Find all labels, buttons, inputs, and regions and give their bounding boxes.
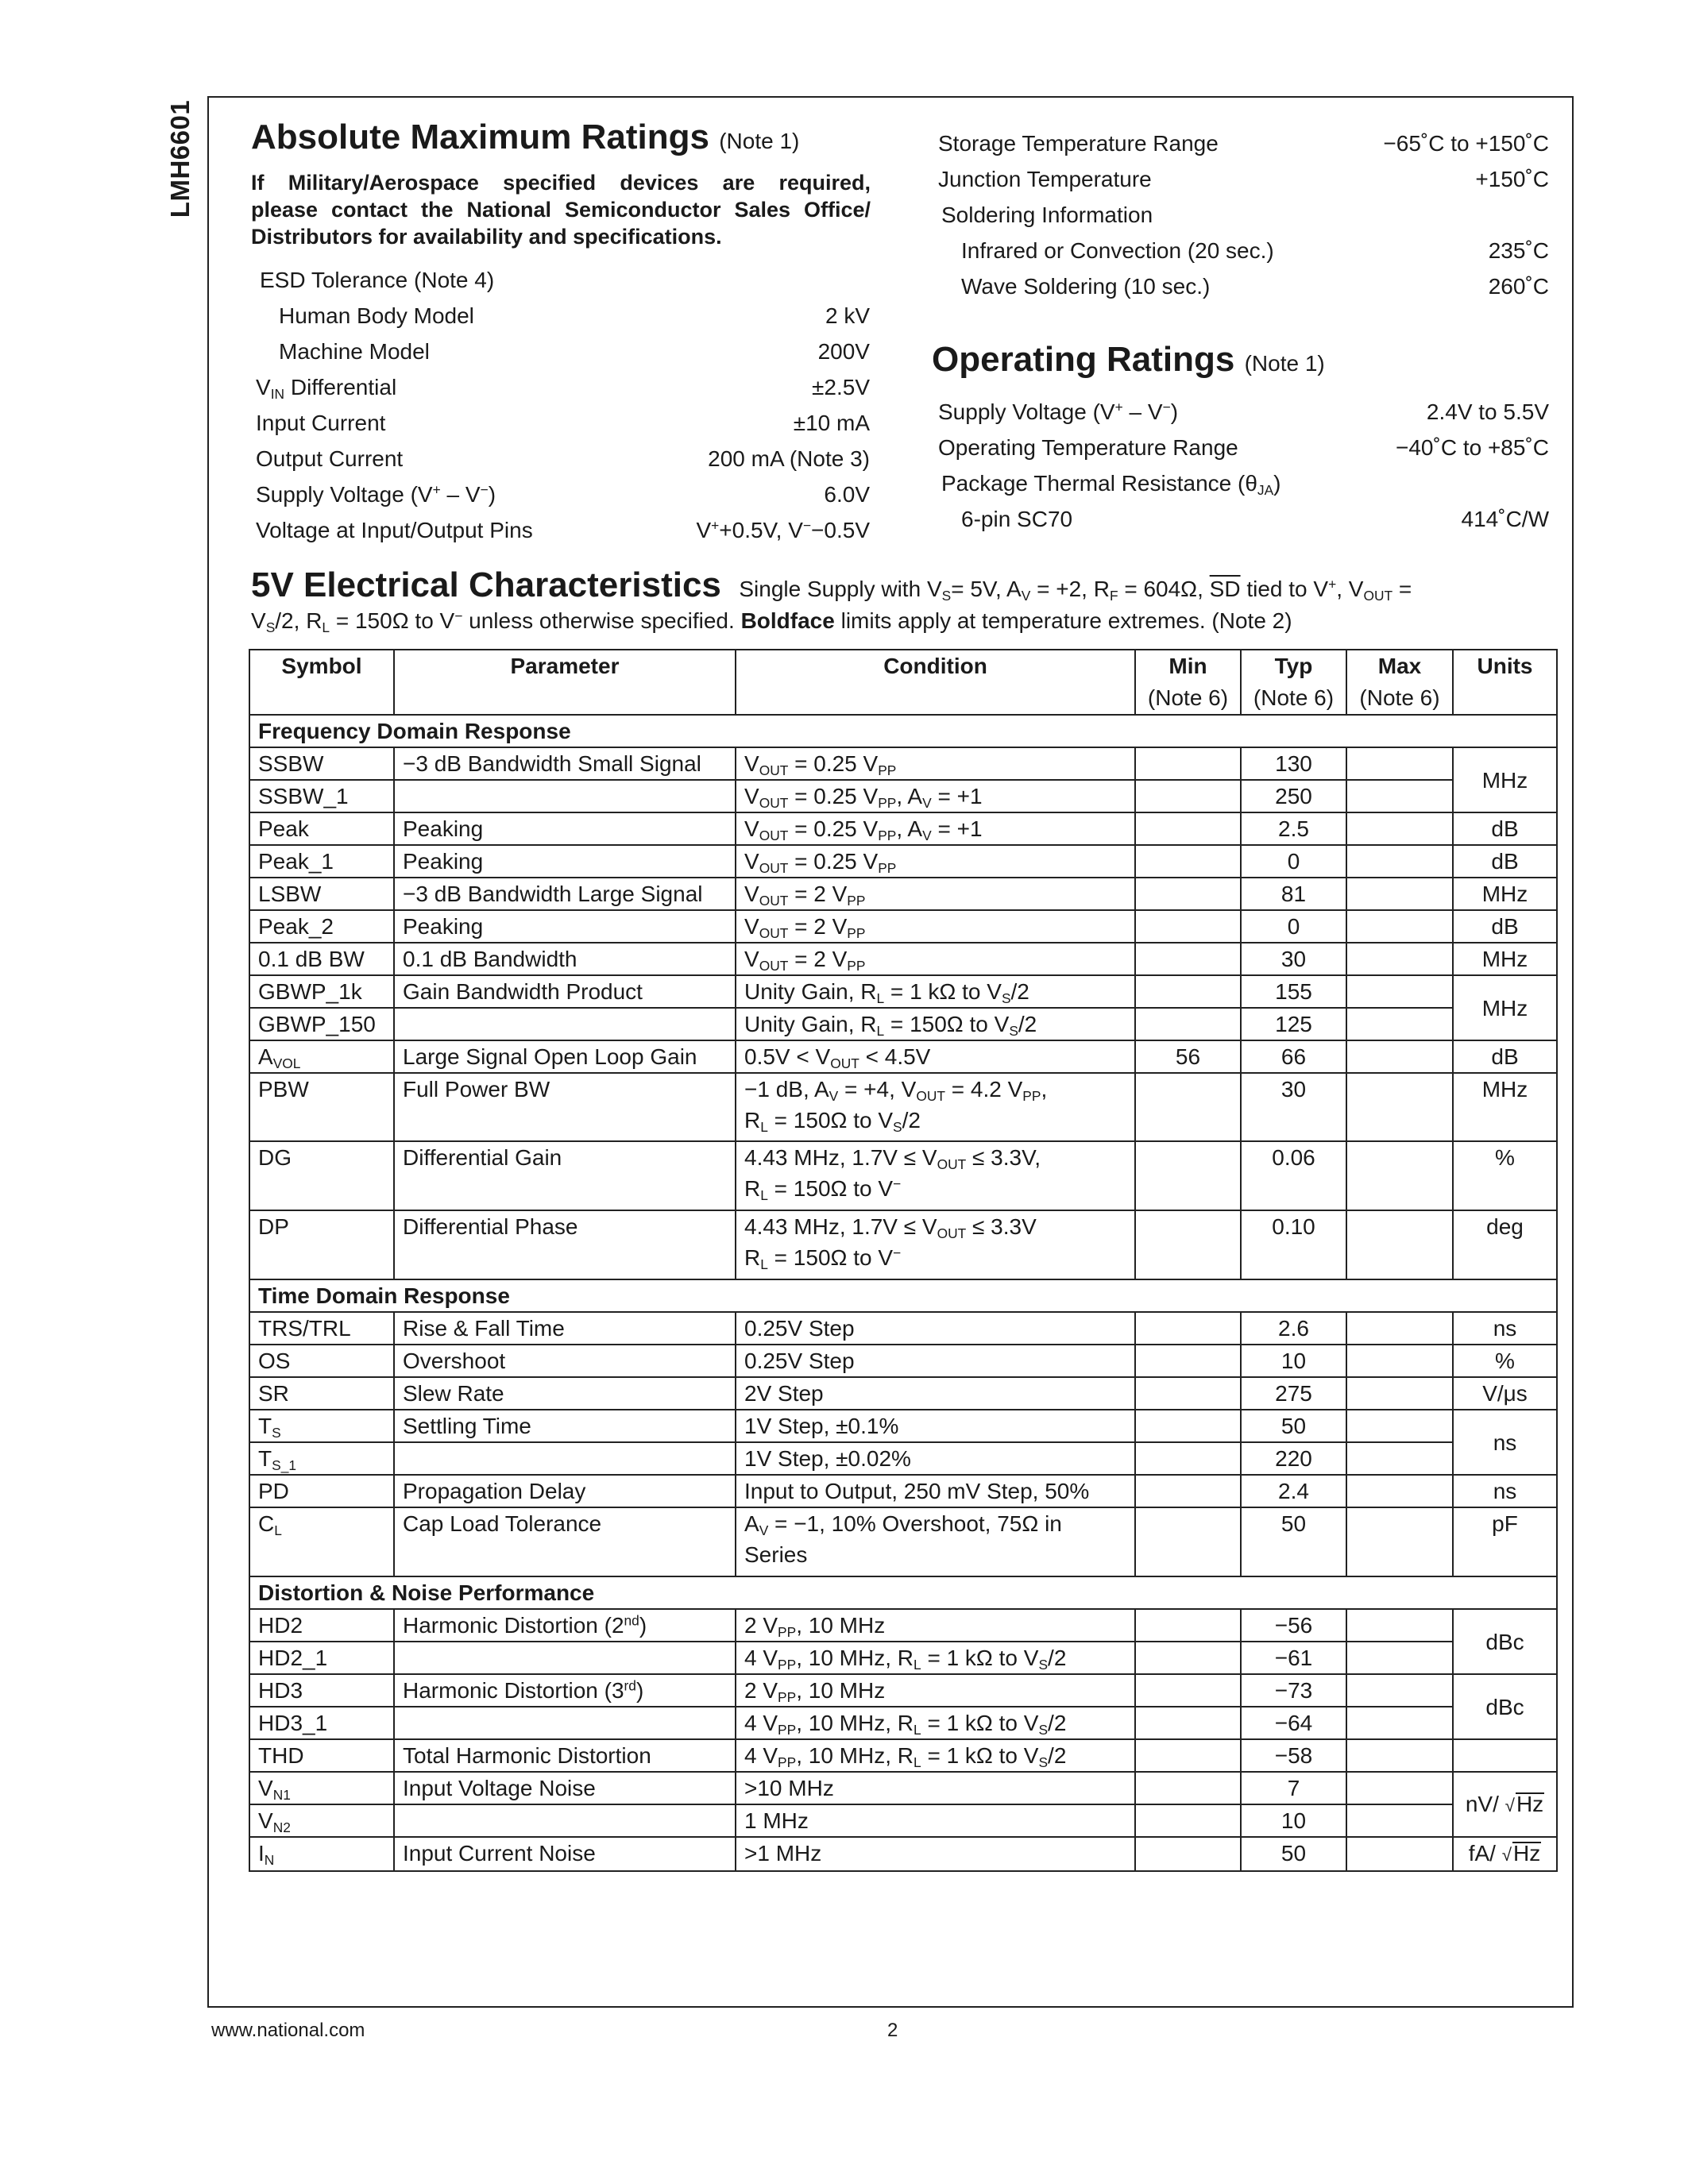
condition-cell: Unity Gain, $R_L = 150\Omega$ to $V_S/2$ [736,1008,1135,1040]
typ-cell: 220 [1241,1442,1346,1475]
condition-cell: 4.43 MHz, $1.7V \le V_{OUT} \le 3.3V$ $R_L = 150\Omega$ to V− [736,1210,1135,1279]
section-frequency: Frequency Domain Response [249,715,1557,747]
section-distortion: Distortion & Noise Performance [249,1576,1557,1609]
storage-temp-label: Storage Temperature Range [938,131,1219,156]
condition-cell: 4 $V_{PP}$, 10 MHz, $R_L = 1$ kΩ to $V_S/2$ [736,1642,1135,1674]
op-temp-label: Operating Temperature Range [938,435,1238,460]
parameter-cell: Overshoot [394,1345,736,1377]
typ-cell: 10 [1241,1345,1346,1377]
units-cell: MHz [1453,975,1557,1040]
parameter-cell: −3 dB Bandwidth Large Signal [394,878,736,910]
condition-cell: 2V Step [736,1377,1135,1410]
parameter-cell: Peaking [394,910,736,943]
units-cell: deg [1453,1210,1557,1279]
output-current-value: 200 mA (Note 3) [708,446,870,471]
sqrt-hz: Hz [1513,1841,1541,1866]
parameter-cell [394,1642,736,1674]
symbol-cell: DP [249,1210,394,1279]
min-cell [1135,1073,1241,1141]
esd-label: ESD Tolerance (Note 4) [260,268,495,292]
max-cell [1346,780,1453,812]
typ-cell: 250 [1241,780,1346,812]
table-header-row [249,650,1557,682]
op-supply-value: 2.4V to 5.5V [1426,399,1549,424]
typ-cell: 130 [1241,747,1346,780]
min-cell [1135,747,1241,780]
condition-cell: 4 $V_{PP}$, 10 MHz, $R_L = 1$ kΩ to $V_S/2$ [736,1707,1135,1739]
table-row [249,747,1557,780]
typ-cell: 0.10 [1241,1210,1346,1279]
hbm-value: 2 kV [825,303,870,328]
parameter-cell: Peaking [394,845,736,878]
min-cell [1135,878,1241,910]
parameter-cell: Full Power BW [394,1073,736,1141]
output-current-label: Output Current [256,446,404,471]
typ-cell: 10 [1241,1804,1346,1837]
condition-cell: $V_{OUT} = 0.25$ $V_{PP}$, $A_V = +1$ [736,812,1135,845]
table-row [249,1008,1557,1040]
condition-cell: 0.25V Step [736,1345,1135,1377]
min-cell [1135,1609,1241,1642]
typ-cell: 50 [1241,1410,1346,1442]
parameter-cell: −3 dB Bandwidth Small Signal [394,747,736,780]
section-row [249,1279,1557,1312]
symbol-cell: $V_{N2}$ [249,1804,394,1837]
units-cell: dB [1453,812,1557,845]
section-row [249,715,1557,747]
parameter-cell: Propagation Delay [394,1475,736,1507]
wave-value: 260˚C [1488,274,1549,299]
min-cell [1135,1008,1241,1040]
units-cell: dB [1453,845,1557,878]
parameter-cell: Slew Rate [394,1377,736,1410]
table-row [249,1707,1557,1739]
parameter-cell: Differential Gain [394,1141,736,1210]
parameter-cell [394,1804,736,1837]
header-min: Min [1135,650,1241,682]
table-row [249,878,1557,910]
units-cell: MHz [1453,747,1557,812]
ir-value: 235˚C [1488,238,1549,263]
symbol-cell: Peak_1 [249,845,394,878]
units-cell: dBc [1453,1674,1557,1739]
condition-cell: 1V Step, ±0.1% [736,1410,1135,1442]
units-cell: MHz [1453,1073,1557,1141]
units-cell: dB [1453,910,1557,943]
symbol-cell: $T_{S\_1}$ [249,1442,394,1475]
max-cell [1346,1837,1453,1871]
max-cell [1346,1739,1453,1772]
max-cell [1346,1609,1453,1642]
junction-temp-value: +150˚C [1475,167,1549,191]
condition-cell: $0.5V < V_{OUT} < 4.5V$ [736,1040,1135,1073]
parameter-cell: Large Signal Open Loop Gain [394,1040,736,1073]
table-row [249,1073,1557,1141]
mm-label: Machine Model [279,339,430,364]
typ-cell: −64 [1241,1707,1346,1739]
header-max-note: (Note 6) [1346,682,1453,715]
symbol-cell: $C_L$ [249,1507,394,1576]
min-cell [1135,1377,1241,1410]
units-cell: dBc [1453,1609,1557,1674]
parameter-cell: 0.1 dB Bandwidth [394,943,736,975]
parameter-cell: Input Voltage Noise [394,1772,736,1804]
condition-cell: $V_{OUT} = 0.25$ $V_{PP}$, $A_V = +1$ [736,780,1135,812]
military-note: If Military/Aerospace specified devices are required, please contact the National Semiconductor Sales Office/ Distributors for availability and specifications. [251,171,871,249]
ec-intro-line2: $V_S/2$, $R_L = 150\Omega$ to V− unless otherwise specified. Boldface limits apply at temperature extremes. (Note 2) [251,608,1292,635]
sc70-label: 6-pin SC70 [961,507,1073,531]
units-cell: % [1453,1345,1557,1377]
units-cell: fA/ √Hz [1453,1837,1557,1871]
min-cell [1135,1772,1241,1804]
symbol-cell: SSBW_1 [249,780,394,812]
max-cell [1346,1345,1453,1377]
min-cell [1135,845,1241,878]
symbol-cell: DG [249,1141,394,1210]
table-row [249,1507,1557,1576]
table-row [249,975,1557,1008]
symbol-cell: GBWP_1k [249,975,394,1008]
vin-label: $V_{IN}$ Differential [256,375,397,402]
ec-heading-line [251,565,1412,605]
condition-cell: 0.25V Step [736,1312,1135,1345]
ec-title: 5V Electrical Characteristics [251,565,721,604]
min-cell [1135,1739,1241,1772]
part-number-side-label [158,97,203,221]
typ-cell: −58 [1241,1739,1346,1772]
max-cell [1346,1674,1453,1707]
parameter-cell: Settling Time [394,1410,736,1442]
typ-cell: 0.06 [1241,1141,1346,1210]
min-cell [1135,1837,1241,1871]
typ-cell: 50 [1241,1837,1346,1871]
storage-temp-value: −65˚C to +150˚C [1383,131,1549,156]
min-cell [1135,1410,1241,1442]
table-row [249,1377,1557,1410]
symbol-cell: $I_N$ [249,1837,394,1871]
op-ratings-heading: Operating Ratings (Note 1) [932,340,1325,379]
typ-cell: −61 [1241,1642,1346,1674]
min-cell [1135,780,1241,812]
op-supply-label: Supply Voltage (V+ – V−) [938,399,1179,424]
header-units: Units [1453,650,1557,715]
typ-cell: 7 [1241,1772,1346,1804]
units-cell: ns [1453,1475,1557,1507]
symbol-cell: SSBW [249,747,394,780]
parameter-cell [394,780,736,812]
typ-cell: 30 [1241,1073,1346,1141]
units-cell: ns [1453,1410,1557,1475]
max-cell [1346,1312,1453,1345]
table-row [249,1345,1557,1377]
parameter-cell: Gain Bandwidth Product [394,975,736,1008]
vin-value: ±2.5V [812,375,870,399]
symbol-cell: LSBW [249,878,394,910]
units-cell: pF [1453,1507,1557,1576]
min-cell [1135,1707,1241,1739]
table-row [249,1772,1557,1804]
symbol-cell: SR [249,1377,394,1410]
symbol-cell: TRS/TRL [249,1312,394,1345]
soldering-label: Soldering Information [941,203,1153,227]
condition-cell: 2 $V_{PP}$, 10 MHz [736,1609,1135,1642]
max-cell [1346,1040,1453,1073]
min-cell [1135,1507,1241,1576]
min-cell [1135,1312,1241,1345]
units-cell: V/μs [1453,1377,1557,1410]
table-row [249,1442,1557,1475]
condition-cell: >1 MHz [736,1837,1135,1871]
max-cell [1346,1804,1453,1837]
typ-cell: 125 [1241,1008,1346,1040]
typ-cell: 275 [1241,1377,1346,1410]
parameter-cell: Peaking [394,812,736,845]
condition-cell: $A_V = -1$, 10% Overshoot, 75Ω in Series [736,1507,1135,1576]
input-current-value: ±10 mA [793,411,870,435]
parameter-cell: Harmonic Distortion (3rd) [394,1674,736,1707]
units-cell: nV/ √Hz [1453,1772,1557,1837]
units-cell: dB [1453,1040,1557,1073]
table-row [249,845,1557,878]
header-min-note: (Note 6) [1135,682,1241,715]
condition-cell: >10 MHz [736,1772,1135,1804]
condition-cell: Input to Output, 250 mV Step, 50% [736,1475,1135,1507]
typ-cell: 2.4 [1241,1475,1346,1507]
header-typ-note: (Note 6) [1241,682,1346,715]
symbol-cell: HD2_1 [249,1642,394,1674]
condition-cell: $V_{OUT} = 0.25$ $V_{PP}$ [736,747,1135,780]
table-row [249,1642,1557,1674]
table-row [249,1040,1557,1073]
typ-cell: 0 [1241,845,1346,878]
units-cell [1453,1739,1557,1772]
max-cell [1346,943,1453,975]
symbol-cell: HD3 [249,1674,394,1707]
mm-value: 200V [817,339,870,364]
table-row [249,1739,1557,1772]
max-cell [1346,1377,1453,1410]
parameter-cell: Total Harmonic Distortion [394,1739,736,1772]
min-cell [1135,1804,1241,1837]
max-cell [1346,1073,1453,1141]
symbol-cell: THD [249,1739,394,1772]
symbol-cell: $A_{VOL}$ [249,1040,394,1073]
condition-cell: 1 MHz [736,1804,1135,1837]
condition-cell: Unity Gain, $R_L = 1$ kΩ to $V_S/2$ [736,975,1135,1008]
units-cell: MHz [1453,943,1557,975]
min-cell [1135,910,1241,943]
table-row [249,910,1557,943]
max-cell [1346,1008,1453,1040]
op-temp-value: −40˚C to +85˚C [1396,435,1549,460]
electrical-characteristics-table [249,649,1558,1872]
part-number-text: LMH6601 [165,99,195,218]
typ-cell: −56 [1241,1609,1346,1642]
min-cell [1135,1674,1241,1707]
table-row [249,1210,1557,1279]
condition-cell: $V_{OUT} = 2$ $V_{PP}$ [736,943,1135,975]
section-row [249,1576,1557,1609]
symbol-cell: Peak [249,812,394,845]
max-cell [1346,1410,1453,1442]
theta-label: Package Thermal Resistance $(\theta_{JA})$ [941,471,1281,498]
max-cell [1346,1475,1453,1507]
typ-cell: 66 [1241,1040,1346,1073]
supply-voltage-value: 6.0V [824,482,870,507]
typ-cell: 155 [1241,975,1346,1008]
header-typ: Typ [1241,650,1346,682]
max-cell [1346,878,1453,910]
symbol-cell: HD3_1 [249,1707,394,1739]
max-cell [1346,812,1453,845]
typ-cell: −73 [1241,1674,1346,1707]
max-cell [1346,910,1453,943]
supply-voltage-label: Supply Voltage (V+ – V−) [256,481,496,507]
symbol-cell: OS [249,1345,394,1377]
condition-cell: −1 dB, $A_V = +4$, $V_{OUT} = 4.2$ $V_{PP}$, $R_L = 150\Omega$ to $V_S/2$ [736,1073,1135,1141]
parameter-cell: Rise & Fall Time [394,1312,736,1345]
condition-cell: 2 $V_{PP}$, 10 MHz [736,1674,1135,1707]
parameter-cell [394,1707,736,1739]
pin-voltage-label: Voltage at Input/Output Pins [256,518,533,542]
max-cell [1346,1507,1453,1576]
symbol-cell: $V_{N1}$ [249,1772,394,1804]
min-cell [1135,943,1241,975]
typ-cell: 30 [1241,943,1346,975]
typ-cell: 50 [1241,1507,1346,1576]
symbol-cell: HD2 [249,1609,394,1642]
table-row [249,1609,1557,1642]
condition-cell: 4 $V_{PP}$, 10 MHz, $R_L = 1$ kΩ to $V_S/2$ [736,1739,1135,1772]
condition-cell: $V_{OUT} = 2$ $V_{PP}$ [736,910,1135,943]
max-cell [1346,975,1453,1008]
units-cell: MHz [1453,878,1557,910]
table-row [249,943,1557,975]
parameter-cell: Harmonic Distortion (2nd) [394,1609,736,1642]
max-cell [1346,1772,1453,1804]
max-cell [1346,747,1453,780]
max-cell [1346,1707,1453,1739]
sc70-value: 414˚C/W [1461,507,1549,531]
table-row [249,1312,1557,1345]
parameter-cell [394,1442,736,1475]
header-symbol: Symbol [249,650,394,715]
condition-cell: 1V Step, ±0.02% [736,1442,1135,1475]
table-row [249,780,1557,812]
symbol-cell: $T_S$ [249,1410,394,1442]
header-max: Max [1346,650,1453,682]
section-time: Time Domain Response [249,1279,1557,1312]
units-cell: ns [1453,1312,1557,1345]
typ-cell: 2.6 [1241,1312,1346,1345]
min-cell [1135,812,1241,845]
max-cell [1346,1642,1453,1674]
symbol-cell: GBWP_150 [249,1008,394,1040]
parameter-cell [394,1008,736,1040]
max-cell [1346,1442,1453,1475]
typ-cell: 2.5 [1241,812,1346,845]
symbol-cell: Peak_2 [249,910,394,943]
min-cell [1135,1442,1241,1475]
min-cell [1135,1210,1241,1279]
symbol-cell: PBW [249,1073,394,1141]
hbm-label: Human Body Model [279,303,474,328]
parameter-cell: Input Current Noise [394,1837,736,1871]
header-parameter: Parameter [394,650,736,715]
min-cell [1135,1141,1241,1210]
symbol-cell: 0.1 dB BW [249,943,394,975]
typ-cell: 0 [1241,910,1346,943]
table-row [249,1475,1557,1507]
condition-cell: $V_{OUT} = 2$ $V_{PP}$ [736,878,1135,910]
condition-cell: 4.43 MHz, $1.7V \le V_{OUT} \le 3.3V$, $R_L = 150\Omega$ to V− [736,1141,1135,1210]
min-cell: 56 [1135,1040,1241,1073]
parameter-cell: Differential Phase [394,1210,736,1279]
max-cell [1346,845,1453,878]
input-current-label: Input Current [256,411,386,435]
footer-page-number: 2 [887,2020,898,2041]
min-cell [1135,975,1241,1008]
junction-temp-label: Junction Temperature [938,167,1152,191]
table-row [249,1837,1557,1871]
table-row [249,1674,1557,1707]
table-row [249,1141,1557,1210]
pin-voltage-value: V++0.5V, V−−0.5V [696,517,870,542]
typ-cell: 81 [1241,878,1346,910]
min-cell [1135,1345,1241,1377]
symbol-cell: PD [249,1475,394,1507]
units-cell: % [1453,1141,1557,1210]
wave-label: Wave Soldering (10 sec.) [961,274,1211,299]
footer-website-link[interactable]: www.national.com [211,2020,365,2041]
header-condition: Condition [736,650,1135,715]
ec-intro-line1: Single Supply with $V_S= 5V$, $A_V = +2$, $R_F = 604\Omega$, $\overline{SD}$ tied to V+, $V_{OUT}$ = [739,576,1412,604]
max-cell [1346,1141,1453,1210]
max-cell [1346,1210,1453,1279]
sqrt-hz: Hz [1516,1791,1544,1816]
ir-label: Infrared or Convection (20 sec.) [961,238,1274,263]
table-row [249,1804,1557,1837]
min-cell [1135,1642,1241,1674]
table-row [249,812,1557,845]
table-row [249,1410,1557,1442]
abs-max-heading: Absolute Maximum Ratings (Note 1) [251,118,800,156]
condition-cell: $V_{OUT} = 0.25$ $V_{PP}$ [736,845,1135,878]
min-cell [1135,1475,1241,1507]
parameter-cell: Cap Load Tolerance [394,1507,736,1576]
